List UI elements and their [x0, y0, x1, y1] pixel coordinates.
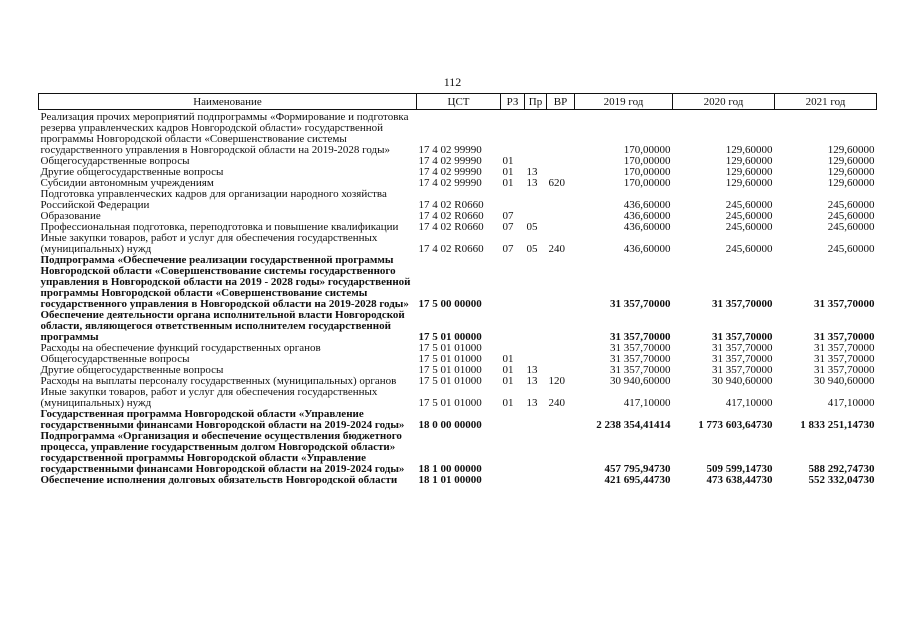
row-vr — [547, 431, 575, 475]
row-rz — [501, 343, 525, 354]
row-rz: 01 — [502, 167, 514, 178]
row-name: Иные закупки товаров, работ и услуг для обеспечения государственных (муниципальных) нужд — [40, 387, 378, 409]
row-value-2019: 30 940,60000 — [610, 376, 671, 387]
row-rz: 01 — [502, 354, 514, 365]
table-row — [39, 255, 877, 310]
row-value-2021: 129,60000 — [827, 178, 875, 189]
row-cst: 17 4 02 R0660 — [418, 199, 484, 211]
row-value-2020: 1 773 603,64730 — [698, 419, 773, 431]
row-name: Обеспечение деятельности органа исполнительной власти Новгородской области, являющегося ответственным исполнителем государственной программы — [40, 310, 405, 343]
row-cst: 17 5 01 01000 — [418, 376, 482, 387]
row-pr — [525, 255, 547, 310]
row-vr — [547, 365, 575, 376]
row-name: Расходы на обеспечение функций государственных органов — [40, 343, 321, 354]
row-vr: 120 — [548, 376, 565, 387]
row-value-2019: 457 795,94730 — [604, 463, 671, 475]
row-value-2019: 2 238 354,41414 — [596, 419, 671, 431]
row-name: Подготовка управленческих кадров для организации народного хозяйства Российской Федерации — [40, 189, 387, 211]
row-cst: 17 4 02 99990 — [418, 156, 482, 167]
row-pr — [525, 343, 547, 354]
table-row — [39, 310, 877, 343]
row-value-2019: 31 357,70000 — [610, 354, 671, 365]
row-pr: 13 — [526, 167, 538, 178]
row-value-2019: 31 357,70000 — [610, 298, 671, 310]
header-vr: ВР — [547, 94, 575, 110]
row-rz — [501, 409, 525, 431]
row-pr — [525, 211, 547, 222]
row-rz: 01 — [502, 397, 514, 409]
row-vr — [547, 475, 575, 486]
header-row — [39, 94, 877, 110]
row-value-2020: 129,60000 — [725, 167, 773, 178]
row-pr: 13 — [526, 376, 538, 387]
row-rz — [501, 189, 525, 211]
header-2019: 2019 год — [575, 94, 673, 110]
row-value-2021: 129,60000 — [827, 144, 875, 156]
row-value-2019: 31 357,70000 — [610, 343, 671, 354]
row-pr — [525, 156, 547, 167]
row-vr — [547, 156, 575, 167]
row-cst: 17 4 02 R0660 — [418, 243, 484, 255]
row-value-2019: 170,00000 — [623, 144, 671, 156]
row-vr — [547, 343, 575, 354]
row-rz — [501, 475, 525, 486]
row-value-2021: 552 332,04730 — [808, 475, 875, 486]
row-vr — [547, 222, 575, 233]
table-row — [39, 178, 877, 189]
row-vr — [547, 354, 575, 365]
row-cst: 17 4 02 R0660 — [418, 222, 484, 233]
row-value-2020: 509 599,14730 — [706, 463, 773, 475]
table-row — [39, 376, 877, 387]
row-name: Подпрограмма «Обеспечение реализации государственной программы Новгородской области «Совершенствование системы государственного управления в Новгородской области на 2019 - 2028 годы» государственной программы Новгородской области «Совершенствование системы государственного управления в Новгородской области на 2019-2028 годы» — [40, 255, 411, 310]
row-value-2021: 417,10000 — [827, 397, 875, 409]
row-value-2020: 31 357,70000 — [712, 365, 773, 376]
row-vr — [547, 211, 575, 222]
row-cst: 17 4 02 99990 — [418, 178, 482, 189]
row-value-2021: 129,60000 — [827, 156, 875, 167]
row-value-2021: 245,60000 — [827, 211, 875, 222]
row-rz: 01 — [502, 365, 514, 376]
table-row — [39, 354, 877, 365]
header-rz: РЗ — [501, 94, 525, 110]
row-pr — [525, 409, 547, 431]
table-row — [39, 475, 877, 486]
row-rz: 01 — [502, 376, 514, 387]
row-pr: 13 — [526, 397, 538, 409]
row-name: Государственная программа Новгородской области «Управление государственными финансами Новгородской области на 2019-2024 годы» — [40, 409, 405, 431]
row-value-2019: 436,60000 — [623, 199, 671, 211]
row-value-2020: 245,60000 — [725, 199, 773, 211]
row-value-2021: 30 940,60000 — [814, 376, 875, 387]
row-value-2019: 31 357,70000 — [610, 331, 671, 343]
row-value-2019: 170,00000 — [623, 156, 671, 167]
row-value-2020: 245,60000 — [725, 243, 773, 255]
row-rz — [501, 310, 525, 343]
row-value-2020: 129,60000 — [725, 144, 773, 156]
row-value-2020: 31 357,70000 — [712, 343, 773, 354]
row-pr: 13 — [526, 178, 538, 189]
row-value-2021: 31 357,70000 — [814, 354, 875, 365]
row-value-2019: 436,60000 — [623, 211, 671, 222]
row-value-2021: 245,60000 — [827, 222, 875, 233]
row-cst: 17 5 01 01000 — [418, 397, 482, 409]
row-value-2019: 436,60000 — [623, 222, 671, 233]
row-name: Профессиональная подготовка, переподготовка и повышение квалификации — [40, 222, 399, 233]
table-row — [39, 365, 877, 376]
row-value-2019: 417,10000 — [623, 397, 671, 409]
row-cst: 17 4 02 99990 — [418, 144, 482, 156]
row-value-2021: 31 357,70000 — [814, 365, 875, 376]
table-row — [39, 409, 877, 431]
row-pr — [525, 189, 547, 211]
row-value-2020: 31 357,70000 — [712, 331, 773, 343]
row-vr — [547, 167, 575, 178]
row-name: Общегосударственные вопросы — [40, 156, 190, 167]
row-value-2021: 31 357,70000 — [814, 331, 875, 343]
row-vr — [547, 110, 575, 157]
row-value-2019: 170,00000 — [623, 167, 671, 178]
row-cst: 18 1 00 00000 — [418, 463, 482, 475]
row-name: Субсидии автономным учреждениям — [40, 178, 214, 189]
row-rz — [501, 110, 525, 157]
budget-table — [38, 93, 877, 486]
row-value-2019: 436,60000 — [623, 243, 671, 255]
row-value-2020: 129,60000 — [725, 156, 773, 167]
row-vr — [547, 409, 575, 431]
table-row — [39, 233, 877, 255]
row-pr — [525, 310, 547, 343]
row-cst: 17 5 01 01000 — [418, 365, 482, 376]
row-value-2021: 31 357,70000 — [814, 343, 875, 354]
row-name: Реализация прочих мероприятий подпрограммы «Формирование и подготовка резерва управленческих кадров Новгородской области» государственной программы Новгородской области «Совершенствование системы государственного управления в Новгородской области на 2019-2028 годы» — [40, 111, 409, 156]
row-name: Иные закупки товаров, работ и услуг для обеспечения государственных (муниципальных) нужд — [40, 233, 378, 255]
row-name: Общегосударственные вопросы — [40, 354, 190, 365]
table-row — [39, 189, 877, 211]
row-cst: 17 4 02 R0660 — [418, 211, 484, 222]
row-pr: 13 — [526, 365, 538, 376]
row-vr: 620 — [548, 178, 565, 189]
header-2020: 2020 год — [673, 94, 775, 110]
table-row — [39, 156, 877, 167]
row-value-2020: 417,10000 — [725, 397, 773, 409]
row-value-2021: 129,60000 — [827, 167, 875, 178]
row-pr: 05 — [526, 243, 538, 255]
row-value-2021: 31 357,70000 — [814, 298, 875, 310]
row-value-2021: 245,60000 — [827, 199, 875, 211]
row-value-2020: 129,60000 — [725, 178, 773, 189]
row-value-2021: 245,60000 — [827, 243, 875, 255]
row-vr — [547, 255, 575, 310]
row-value-2019: 31 357,70000 — [610, 365, 671, 376]
row-name: Другие общегосударственные вопросы — [40, 167, 224, 178]
row-rz: 07 — [502, 222, 514, 233]
table-row — [39, 431, 877, 475]
row-value-2020: 31 357,70000 — [712, 298, 773, 310]
header-cst: ЦСТ — [417, 94, 501, 110]
row-value-2020: 31 357,70000 — [712, 354, 773, 365]
row-name: Обеспечение исполнения долговых обязательств Новгородской области — [40, 475, 398, 486]
row-pr — [525, 475, 547, 486]
row-name: Расходы на выплаты персоналу государственных (муниципальных) органов — [40, 376, 397, 387]
header-2021: 2021 год — [775, 94, 877, 110]
row-cst: 17 5 00 00000 — [418, 298, 482, 310]
row-cst: 17 5 01 01000 — [418, 343, 482, 354]
table-row — [39, 222, 877, 233]
row-vr — [547, 310, 575, 343]
page-number: 112 — [443, 75, 462, 89]
table-row — [39, 110, 877, 157]
row-vr — [547, 189, 575, 211]
row-pr — [525, 354, 547, 365]
row-vr: 240 — [548, 243, 565, 255]
row-value-2020: 473 638,44730 — [706, 475, 773, 486]
row-pr — [525, 110, 547, 157]
table-row — [39, 211, 877, 222]
row-rz — [501, 431, 525, 475]
row-value-2019: 170,00000 — [623, 178, 671, 189]
row-pr: 05 — [526, 222, 538, 233]
table-row — [39, 343, 877, 354]
header-name: Наименование — [39, 94, 417, 110]
row-value-2019: 421 695,44730 — [604, 475, 671, 486]
row-value-2021: 588 292,74730 — [808, 463, 875, 475]
header-pr: Пр — [525, 94, 547, 110]
row-value-2020: 30 940,60000 — [712, 376, 773, 387]
row-name: Другие общегосударственные вопросы — [40, 365, 224, 376]
row-name: Подпрограмма «Организация и обеспечение осуществления бюджетного процесса, управление государственным долгом Новгородской области» государственной программы Новгородской области «Управление государственными финансами Новгородской области на 2019-2024 годы» — [40, 431, 405, 475]
row-name: Образование — [40, 211, 101, 222]
row-rz — [501, 255, 525, 310]
table-row — [39, 167, 877, 178]
row-rz: 07 — [502, 243, 514, 255]
row-cst: 17 5 01 01000 — [418, 354, 482, 365]
row-rz: 07 — [502, 211, 514, 222]
table-body — [39, 110, 877, 487]
row-value-2020: 245,60000 — [725, 211, 773, 222]
row-cst: 18 0 00 00000 — [418, 419, 482, 431]
row-vr: 240 — [548, 397, 565, 409]
row-rz: 01 — [502, 156, 514, 167]
row-pr — [525, 431, 547, 475]
row-value-2020: 245,60000 — [725, 222, 773, 233]
row-cst: 18 1 01 00000 — [418, 475, 482, 486]
table-row — [39, 387, 877, 409]
row-value-2021: 1 833 251,14730 — [800, 419, 875, 431]
row-cst: 17 4 02 99990 — [418, 167, 482, 178]
row-cst: 17 5 01 00000 — [418, 331, 482, 343]
row-rz: 01 — [502, 178, 514, 189]
